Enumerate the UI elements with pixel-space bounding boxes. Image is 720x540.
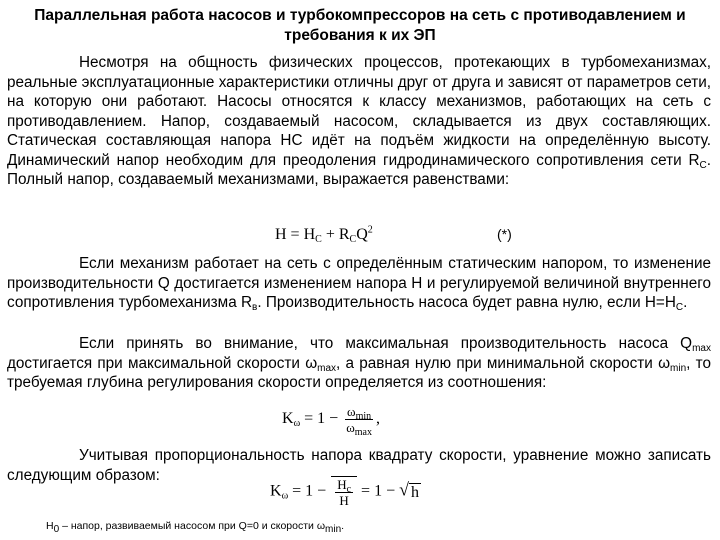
subscript-v: в [252,302,258,313]
paragraph-intro-tail: . Полный напор, создаваемый механизмами, выражается равенствами: [7,151,711,188]
subscript-omega-min: min [670,362,687,374]
paragraph-speed-range-text: Если принять во внимание, что максимальная производительность насоса Q [79,335,693,352]
formula-head [275,226,373,244]
paragraph-speed-range [7,334,711,393]
subscript-omega-max: max [317,362,337,374]
fraction-head-denominator: H [339,493,349,508]
footnote-end: . [341,520,345,532]
fraction-head-numerator: $H_c$ [337,477,352,495]
footnote-sub-min: min [325,524,342,535]
paragraph-static-head-text: Если механизм работает на сеть с определённым статическим напором, то изменение производительности Q достигается изменением напора H и регулируемой величиной внутреннего сопротивления турбомеханизма R [7,255,711,311]
formula-head-q: Q [356,226,368,243]
formula-k-lhs: K [282,410,294,428]
formula-head-exp: 2 [367,224,373,236]
formula-head-sub1: C [315,234,322,245]
formula-k2-sub: ω [281,490,289,502]
fraction-head [335,477,353,508]
subscript-c2: С [675,302,684,313]
paragraph-static-head [7,254,711,313]
paragraph-intro [7,53,711,190]
formula-head-lhs: H = H [275,226,316,243]
formula-tag: (*) [497,226,512,242]
sqrt-head-ratio [331,476,357,508]
paragraph-quadratic: Учитывая пропорциональность напора квадрату скорости, уравнение можно записать следующим образом: [7,447,711,484]
formula-k-comma: , [375,410,380,428]
formula-k2-lhs: K [270,482,282,500]
formula-k2-eq: = 1 − [288,482,331,500]
footnote-sub0: 0 [53,524,60,535]
formula-k2-eq2: = 1 − [357,482,400,500]
formula-k-sqrt: $K_\omega = 1$ − $\frac{H_c}{H}$ = 1 − √ h [270,477,419,508]
page-title: Параллельная работа насосов и турбокомпрессоров на сеть с противодавлением и требования к их ЭП [34,7,686,44]
fraction-numerator: $\omega_{min}$ [347,404,372,422]
formula-k-omega [282,404,380,438]
paragraph-intro-text: Несмотря на общность физических процессов, протекающих в турбомеханизмах, реальные эксплуатационные характеристики отличны друг от друга и зависят от параметров сети, на которую они работают. Насосы относятся к классу механизмов, работающих на сеть с противодавлением. Напор, создаваемый насосом, складывается из двух составляющих. Статическая составляющая напора НС идёт на подъём жидкости на определённую высоту. Динамический напор необходим для преодоления гидродинамического сопротивления сети R [7,54,711,169]
subscript-max: max [692,343,711,354]
fraction-omega [344,404,374,438]
formula-k-sub: ω [293,418,301,430]
footnote-rest: – напор, развиваемый насосом при Q=0 и скорости ω [59,520,326,532]
paragraph-speed-range-text3: , а равная нулю при минимальной скорости ω [336,354,671,372]
formula-k-eq: = 1 − [300,410,343,428]
footnote-h: H [46,520,54,532]
formula-head-mid: + R [321,226,350,243]
sqrt-h: h [410,483,419,501]
formula-head-sub2: C [349,234,357,245]
paragraph-speed-range-text2: достигается при максимальной скорости ω [7,354,318,372]
footnote [46,519,344,533]
paragraph-speed-range-text4: , то требуемая глубина регулирования скорости определяется из соотношения: [7,354,712,391]
subscript-c: С [699,159,707,171]
paragraph-static-head-end: . [683,294,688,311]
paragraph-static-head-tail: . Производительность насоса будет равна нулю, если H=H [257,294,676,311]
fraction-denominator: $\omega_{max}$ [346,420,372,438]
